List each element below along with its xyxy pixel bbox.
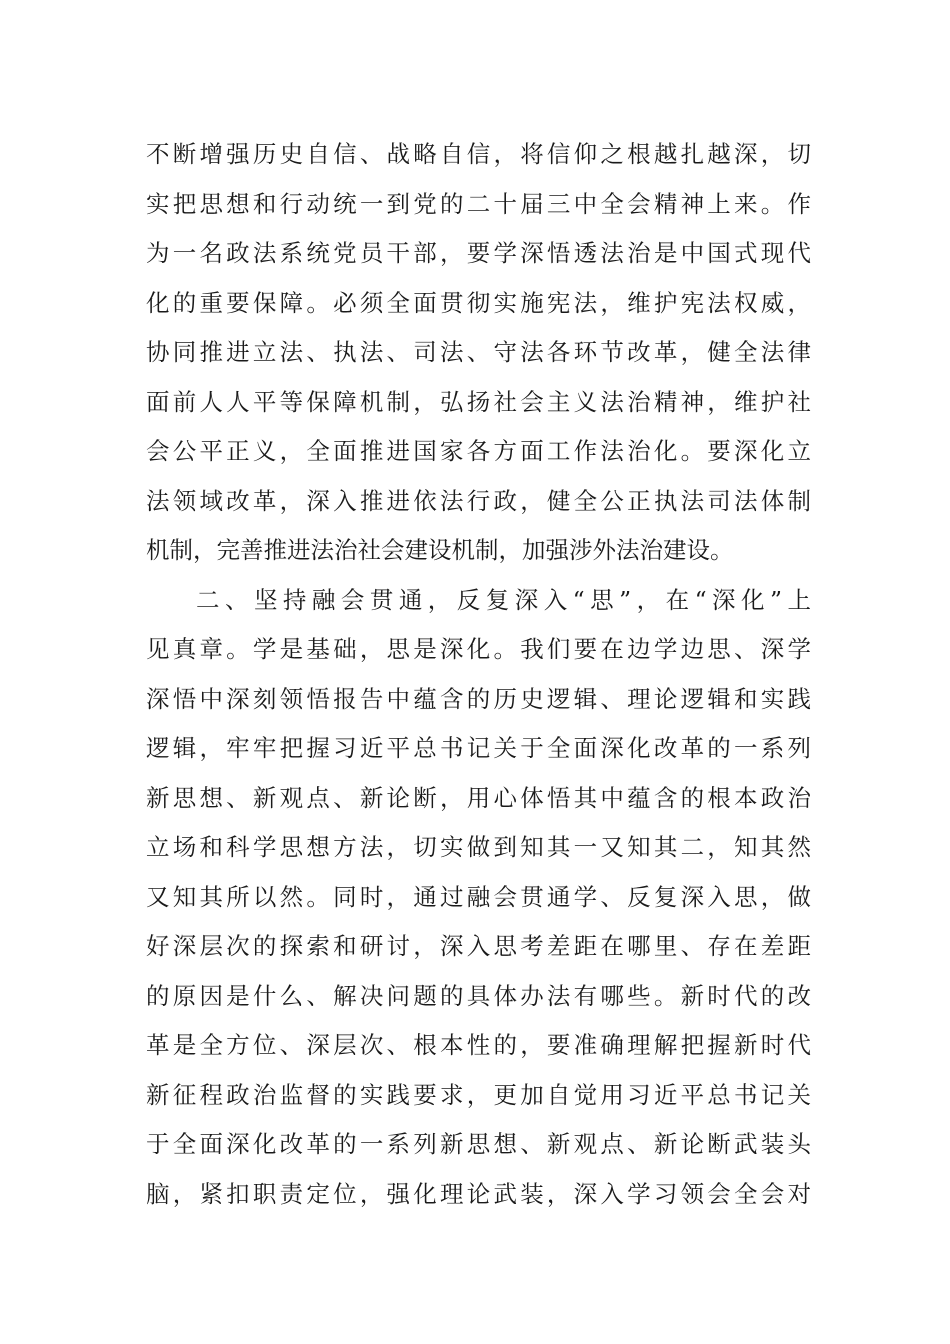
text-line: 的原因是什么、解决问题的具体办法有哪些。新时代的改 bbox=[146, 981, 811, 1010]
body-text bbox=[146, 130, 811, 1219]
text-line: 逻辑，牢牢把握习近平总书记关于全面深化改革的一系列 bbox=[146, 734, 811, 762]
text-line: 为一名政法系统党员干部，要学深悟透法治是中国式现代 bbox=[146, 239, 811, 267]
text-line: 又知其所以然。同时，通过融会贯通学、反复深入思，做 bbox=[146, 882, 811, 911]
section-heading-line: 二、坚持融会贯通，反复深入“思”，在“深化”上 bbox=[196, 585, 811, 614]
text-line: 会公平正义，全面推进国家各方面工作法治化。要深化立 bbox=[146, 437, 811, 465]
text-line: 新思想、新观点、新论断，用心体悟其中蕴含的根本政治 bbox=[146, 783, 811, 812]
text-line: 机制，完善推进法治社会建设机制，加强涉外法治建设。 bbox=[146, 536, 734, 564]
text-line: 立场和科学思想方法，切实做到知其一又知其二，知其然 bbox=[146, 833, 811, 861]
text-line: 实把思想和行动统一到党的二十届三中全会精神上来。作 bbox=[146, 189, 811, 218]
text-line: 化的重要保障。必须全面贯彻实施宪法，维护宪法权威， bbox=[146, 288, 811, 317]
text-line: 好深层次的探索和研讨，深入思考差距在哪里、存在差距 bbox=[146, 932, 811, 960]
text-line: 脑，紧扣职责定位，强化理论武装，深入学习领会全会对 bbox=[146, 1179, 811, 1208]
text-line: 革是全方位、深层次、根本性的，要准确理解把握新时代 bbox=[146, 1031, 811, 1059]
text-line: 不断增强历史自信、战略自信，将信仰之根越扎越深，切 bbox=[146, 140, 811, 168]
text-line: 深悟中深刻领悟报告中蕴含的历史逻辑、理论逻辑和实践 bbox=[146, 684, 811, 713]
text-line: 面前人人平等保障机制，弘扬社会主义法治精神，维护社 bbox=[146, 387, 811, 416]
text-line: 于全面深化改革的一系列新思想、新观点、新论断武装头 bbox=[146, 1130, 811, 1158]
text-line: 见真章。学是基础，思是深化。我们要在边学边思、深学 bbox=[146, 635, 811, 663]
text-line: 新征程政治监督的实践要求，更加自觉用习近平总书记关 bbox=[146, 1080, 811, 1109]
text-line: 协同推进立法、执法、司法、守法各环节改革，健全法律 bbox=[146, 338, 811, 366]
text-line: 法领域改革，深入推进依法行政，健全公正执法司法体制 bbox=[146, 486, 811, 515]
